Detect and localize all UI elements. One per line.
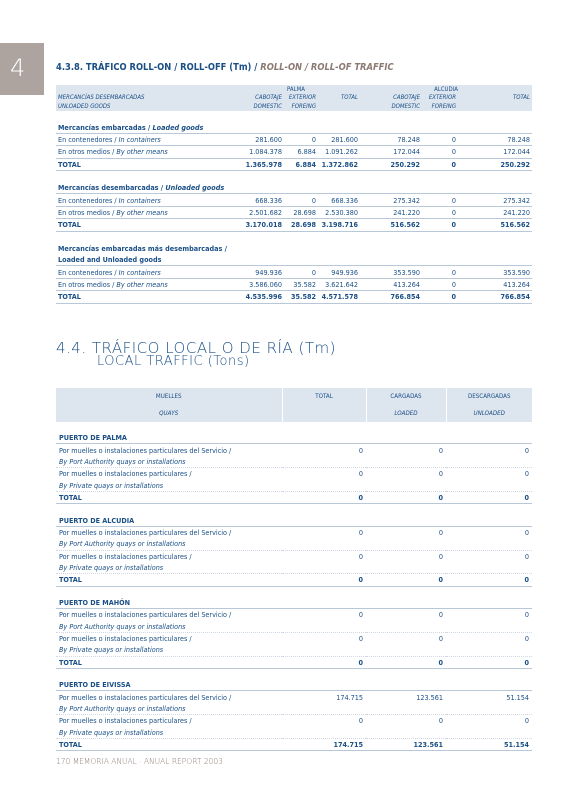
cell: 413.264 (360, 278, 422, 290)
row-label-en: By other means (116, 147, 168, 157)
table-row (56, 727, 532, 739)
row-label-es: Por muelles o instalaciones particulares del Servicio / (59, 527, 232, 537)
cell: 0 (358, 445, 363, 455)
col-header: CARGADAS (366, 388, 446, 405)
col-header: LOADED (366, 405, 446, 422)
cell: 4.571.578 (318, 291, 360, 303)
cell: 3.198.716 (318, 219, 360, 231)
table-row (56, 550, 532, 562)
cell: 0 (422, 206, 458, 218)
cell: 0 (422, 278, 458, 290)
row-label-en: By Private quays or installations (56, 727, 532, 739)
table-row (56, 146, 532, 158)
row-label-en: By Private quays or installations (56, 644, 532, 656)
row-label-es: En contenedores / (58, 267, 117, 277)
cell: 0 (358, 551, 363, 561)
cell: 949.936 (318, 266, 360, 278)
total-label: TOTAL (56, 491, 282, 503)
total-row (56, 491, 532, 503)
cell: 0 (438, 469, 443, 479)
col-header: DOMESTIC (232, 102, 284, 111)
row-label-es: Por muelles o instalaciones particulares / (59, 716, 192, 726)
section-heading-en: Loaded and Unloaded goods (56, 254, 532, 266)
col-header: CABOTAJE (232, 94, 284, 103)
row-label-en: By Port Authority quays or installations (56, 456, 532, 468)
cell: 0 (366, 574, 446, 586)
cell: 0 (438, 610, 443, 620)
section-2-subtitle: LOCAL TRAFFIC (Tons) (97, 354, 250, 369)
cell: 0 (422, 158, 458, 170)
cell: 0 (438, 551, 443, 561)
total-label: TOTAL (56, 656, 282, 668)
cell: 0 (524, 610, 529, 620)
col-header (282, 405, 366, 422)
col-header: TOTAL (318, 94, 360, 103)
cell: 35.582 (284, 278, 318, 290)
cell: 0 (284, 133, 318, 145)
row-label-es: Por muelles o instalaciones particulares del Servicio / (59, 445, 232, 455)
section-2-title: 4.4. TRÁFICO LOCAL O DE RÍA (Tm) (56, 339, 336, 357)
cell: 0 (438, 527, 443, 537)
table-row (56, 609, 532, 621)
cell: 51.154 (446, 738, 532, 750)
cell: 1.372.862 (318, 158, 360, 170)
row-label-en: By Port Authority quays or installations (56, 620, 532, 632)
cell: 0 (446, 656, 532, 668)
port-heading: PUERTO DE MAHÓN (56, 597, 532, 609)
cell: 0 (422, 146, 458, 158)
cell: 0 (358, 634, 363, 644)
table-row (56, 456, 532, 468)
table-row (56, 468, 532, 480)
total-label: TOTAL (56, 738, 282, 750)
cell: 516.562 (458, 219, 532, 231)
table-row (56, 444, 532, 456)
cell: 0 (366, 491, 446, 503)
cell: 172.044 (360, 146, 422, 158)
section-heading-es: Mercancías desembarcadas / (58, 183, 164, 193)
cell: 0 (422, 291, 458, 303)
col-header: DESCARGADAS (446, 388, 532, 405)
row-label-en: By other means (116, 208, 168, 218)
row-label-es: Por muelles o instalaciones particulares / (59, 551, 192, 561)
cell: 668.336 (318, 194, 360, 206)
col-header: UNLOADED (446, 405, 532, 422)
section-title-en: ROLL-ON / ROLL-OF TRAFFIC (260, 62, 394, 73)
cell: 0 (282, 491, 366, 503)
cell: 1.091.262 (318, 146, 360, 158)
col-header: EXTERIOR (284, 94, 318, 103)
section-title (56, 62, 394, 73)
cell: 123.561 (366, 738, 446, 750)
cell: 250.292 (360, 158, 422, 170)
table-row (56, 562, 532, 574)
total-row (56, 656, 532, 668)
total-label: TOTAL (56, 574, 282, 586)
port-heading: PUERTO DE EIVISSA (56, 679, 532, 691)
col-header: QUAYS (56, 405, 282, 422)
total-row (56, 738, 532, 750)
section-heading (56, 182, 532, 194)
section-heading (56, 122, 532, 134)
row-label-es: Por muelles o instalaciones particulares del Servicio / (59, 610, 232, 620)
cell: 0 (422, 219, 458, 231)
table-header-row (56, 102, 532, 111)
cell: 123.561 (416, 692, 443, 702)
col-header: FOREING (422, 102, 458, 111)
total-label: TOTAL (56, 291, 232, 303)
row-label-en: By Port Authority quays or installations (56, 538, 532, 550)
group-header-palma: PALMA (232, 85, 360, 94)
cell: 0 (446, 574, 532, 586)
cell: 28.698 (284, 206, 318, 218)
cell: 516.562 (360, 219, 422, 231)
table-row (56, 703, 532, 715)
col-header (318, 102, 360, 111)
row-label-en: In containers (118, 195, 161, 205)
cell: 2.530.380 (318, 206, 360, 218)
cell: 51.154 (506, 692, 529, 702)
row-label-en: In containers (118, 135, 161, 145)
cell: 353.590 (360, 266, 422, 278)
cell: 0 (358, 716, 363, 726)
section-heading-es: Mercancías embarcadas / (58, 122, 151, 132)
cell: 0 (524, 634, 529, 644)
section-heading-en: Unloaded goods (165, 183, 225, 193)
row-label-es: Por muelles o instalaciones particulares / (59, 634, 192, 644)
cell: 0 (366, 656, 446, 668)
cell: 0 (524, 551, 529, 561)
table-row (56, 691, 532, 703)
cell: 4.535.996 (232, 291, 284, 303)
table-row (56, 644, 532, 656)
col-header: MUELLES (56, 388, 282, 405)
col-header: DOMESTIC (360, 102, 422, 111)
cell: 0 (524, 445, 529, 455)
col-header (458, 102, 532, 111)
cell: 0 (438, 634, 443, 644)
table-row (56, 480, 532, 492)
cell: 241.220 (360, 206, 422, 218)
cell: 275.342 (360, 194, 422, 206)
cell: 0 (358, 527, 363, 537)
total-row (56, 158, 532, 170)
table-row (56, 194, 532, 206)
col-header: EXTERIOR (422, 94, 458, 103)
cell: 0 (524, 469, 529, 479)
cell: 281.600 (232, 133, 284, 145)
cell: 241.220 (458, 206, 532, 218)
page-footer: 170 MEMORIA ANUAL · ANUAL REPORT 2003 (56, 757, 223, 766)
table-row (56, 278, 532, 290)
table-row (56, 526, 532, 538)
local-traffic-table (56, 388, 532, 751)
table-row (56, 620, 532, 632)
row-label-en: By Port Authority quays or installations (56, 703, 532, 715)
col-header: TOTAL (282, 388, 366, 405)
row-header-en: UNLOADED GOODS (56, 102, 232, 111)
chapter-tab (0, 43, 44, 95)
cell: 28.698 (284, 219, 318, 231)
row-label-es: En contenedores / (58, 135, 117, 145)
cell: 3.586.060 (232, 278, 284, 290)
col-header: TOTAL (458, 94, 532, 103)
cell: 0 (446, 491, 532, 503)
cell: 0 (282, 574, 366, 586)
cell: 766.854 (360, 291, 422, 303)
total-row (56, 291, 532, 303)
row-label-en: By Private quays or installations (56, 480, 532, 492)
cell: 413.264 (458, 278, 532, 290)
cell: 250.292 (458, 158, 532, 170)
row-header-es: MERCANCÍAS DESEMBARCADAS (56, 94, 232, 103)
cell: 1.084.378 (232, 146, 284, 158)
cell: 6.884 (284, 146, 318, 158)
cell: 0 (358, 469, 363, 479)
port-heading: PUERTO DE ALCUDIA (56, 514, 532, 526)
table-header-row (56, 405, 532, 422)
cell: 78.248 (458, 133, 532, 145)
total-row (56, 219, 532, 231)
cell: 6.884 (284, 158, 318, 170)
cell: 275.342 (458, 194, 532, 206)
table-row (56, 206, 532, 218)
col-header: FOREING (284, 102, 318, 111)
cell: 35.582 (284, 291, 318, 303)
cell: 0 (422, 133, 458, 145)
cell: 0 (422, 266, 458, 278)
row-label-es: Por muelles o instalaciones particulares / (59, 469, 192, 479)
table-row (56, 632, 532, 644)
cell: 0 (438, 716, 443, 726)
row-label-es: Por muelles o instalaciones particulares del Servicio / (59, 692, 232, 702)
row-label-es: En otros medios / (58, 279, 115, 289)
cell: 668.336 (232, 194, 284, 206)
cell: 174.715 (282, 738, 366, 750)
table-header-row (56, 94, 532, 103)
section-heading-es: Mercancías embarcadas más desembarcadas / (58, 243, 227, 253)
row-label-en: In containers (118, 267, 161, 277)
section-heading (56, 243, 532, 254)
port-heading: PUERTO DE PALMA (56, 432, 532, 444)
cell: 0 (524, 527, 529, 537)
row-label-en: By Private quays or installations (56, 562, 532, 574)
section-heading-en: Loaded goods (152, 122, 204, 132)
cell: 766.854 (458, 291, 532, 303)
cell: 0 (284, 266, 318, 278)
table-row (56, 538, 532, 550)
col-header: CABOTAJE (360, 94, 422, 103)
cell: 281.600 (318, 133, 360, 145)
section-title-es: 4.3.8. TRÁFICO ROLL-ON / ROLL-OFF (Tm) / (56, 62, 258, 73)
roro-traffic-table (56, 85, 532, 304)
row-label-en: By other means (116, 279, 168, 289)
group-header-alcudia: ALCUDIA (360, 85, 532, 94)
cell: 78.248 (360, 133, 422, 145)
table-row (56, 266, 532, 278)
cell: 353.590 (458, 266, 532, 278)
cell: 949.936 (232, 266, 284, 278)
cell: 1.365.978 (232, 158, 284, 170)
table-row (56, 715, 532, 727)
row-label-es: En otros medios / (58, 208, 115, 218)
table-row (56, 133, 532, 145)
cell: 172.044 (458, 146, 532, 158)
cell: 3.170.018 (232, 219, 284, 231)
cell: 3.621.642 (318, 278, 360, 290)
cell: 0 (282, 656, 366, 668)
total-row (56, 574, 532, 586)
cell: 174.715 (336, 692, 363, 702)
row-label-es: En otros medios / (58, 147, 115, 157)
cell: 0 (358, 610, 363, 620)
chapter-number: 4 (10, 54, 26, 82)
table-header-row (56, 85, 532, 94)
cell: 0 (438, 445, 443, 455)
total-label: TOTAL (56, 158, 232, 170)
cell: 0 (524, 716, 529, 726)
cell: 0 (284, 194, 318, 206)
cell: 0 (422, 194, 458, 206)
cell: 2.501.682 (232, 206, 284, 218)
section-heading (56, 254, 532, 266)
table-header-row (56, 388, 532, 405)
row-label-es: En contenedores / (58, 195, 117, 205)
total-label: TOTAL (56, 219, 232, 231)
